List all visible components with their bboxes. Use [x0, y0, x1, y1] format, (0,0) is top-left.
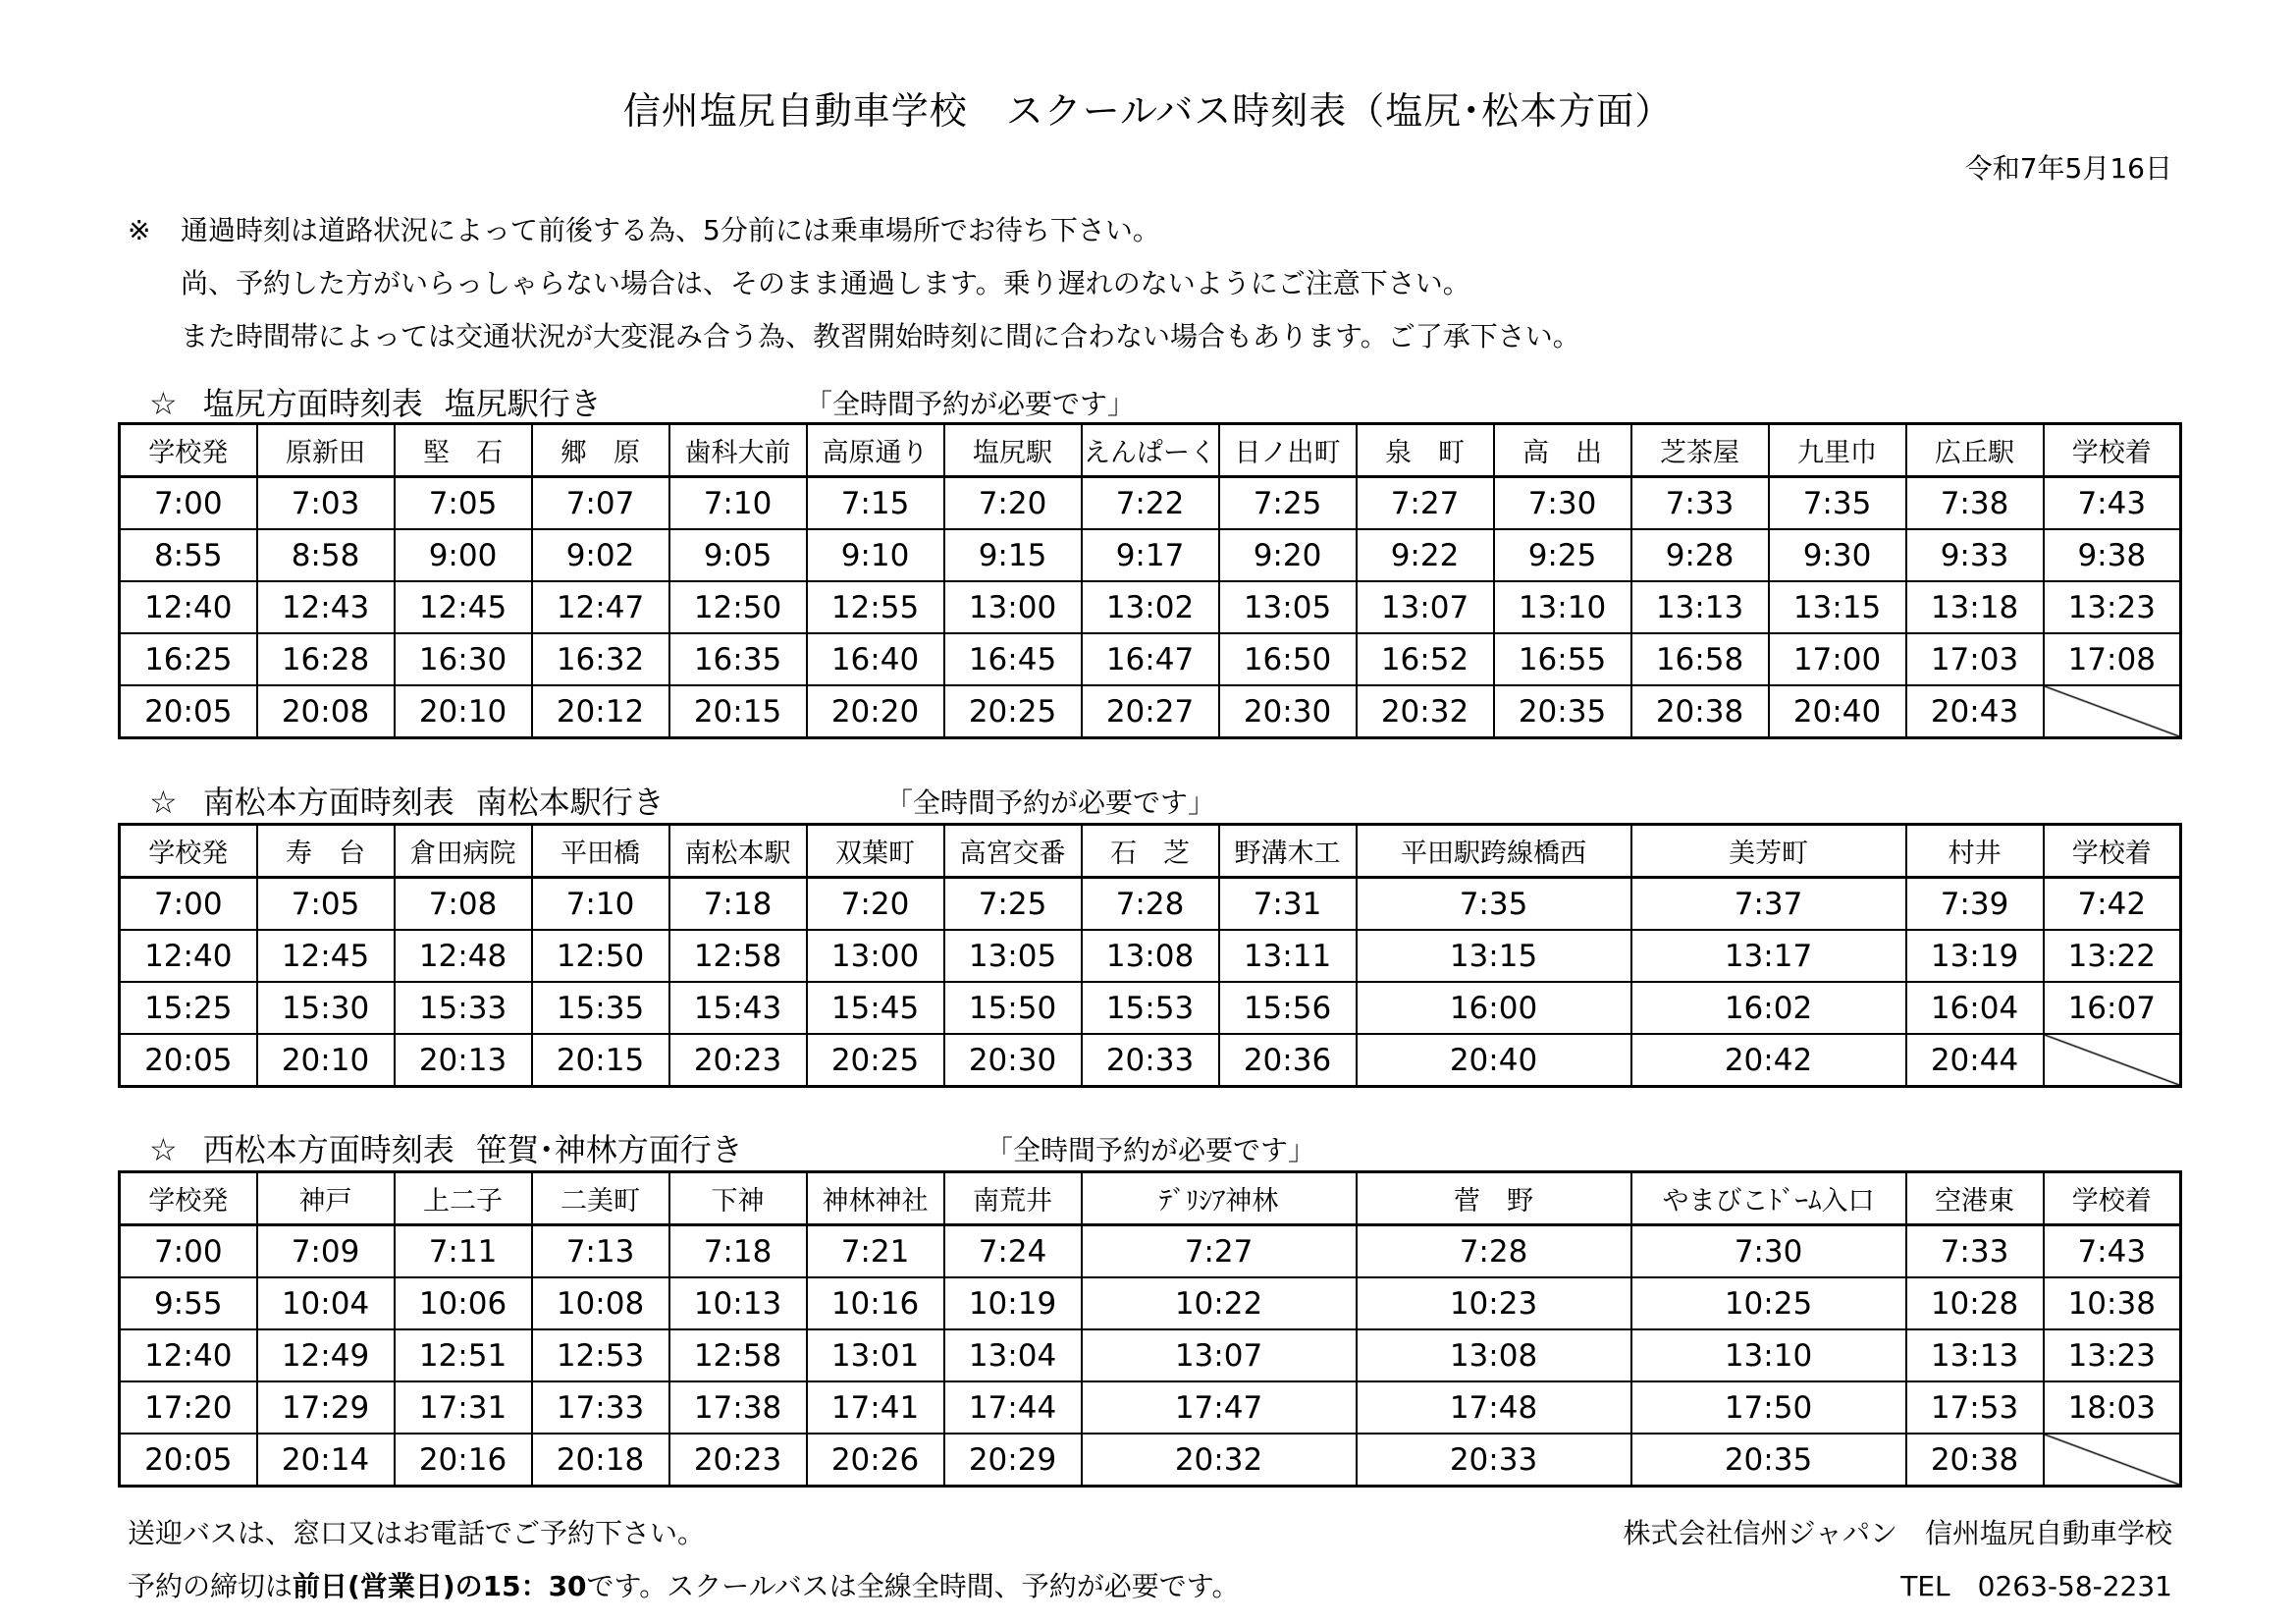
time-cell: 7:10 [669, 477, 807, 530]
time-cell: 20:44 [1906, 1034, 2044, 1087]
notice-text-1: 通過時刻は道路状況によって前後する為、5分前には乗車場所でお待ち下さい。 [181, 214, 1160, 246]
stop-name: 倉田病院 [395, 825, 532, 878]
time-cell: 7:25 [1219, 477, 1357, 530]
time-cell: 7:35 [1357, 878, 1631, 931]
section-title: 塩尻方面時刻表 [202, 385, 423, 422]
time-cell: 7:30 [1631, 1225, 1906, 1278]
time-cell: 17:00 [1769, 633, 1906, 685]
time-cell: 10:06 [395, 1277, 532, 1329]
footer-deadline-note [128, 1565, 1240, 1604]
time-cell: 8:55 [120, 529, 257, 581]
time-cell: 7:25 [944, 878, 1082, 931]
table-row [120, 878, 2181, 931]
time-cell: 7:27 [1357, 477, 1494, 530]
stop-name: 美芳町 [1631, 825, 1906, 878]
time-cell: 20:13 [395, 1034, 532, 1087]
stop-name: 学校発 [120, 424, 257, 477]
time-cell: 17:47 [1082, 1381, 1357, 1434]
time-cell: 16:07 [2044, 982, 2181, 1034]
table-row [120, 982, 2181, 1034]
time-cell: 10:08 [532, 1277, 669, 1329]
time-cell: 20:18 [532, 1434, 669, 1487]
timetable-nishi-matsumoto [118, 1170, 2182, 1488]
stop-name: 泉 町 [1357, 424, 1494, 477]
time-cell: 7:30 [1494, 477, 1631, 530]
time-cell: 7:20 [807, 878, 944, 931]
time-cell: 17:38 [669, 1381, 807, 1434]
reference-mark-icon: ※ [128, 214, 151, 246]
time-cell: 20:25 [944, 685, 1082, 738]
stop-name: 学校着 [2044, 424, 2181, 477]
stop-name: 下神 [669, 1172, 807, 1225]
time-cell: 10:04 [257, 1277, 395, 1329]
notice-block [128, 204, 1580, 363]
time-cell: 20:10 [395, 685, 532, 738]
stop-name: 石 芝 [1082, 825, 1219, 878]
time-cell: 10:22 [1082, 1277, 1357, 1329]
stop-name: 空港東 [1906, 1172, 2044, 1225]
no-service-cell [2044, 685, 2181, 738]
time-cell: 20:20 [807, 685, 944, 738]
time-cell: 16:02 [1631, 982, 1906, 1034]
time-cell: 20:26 [807, 1434, 944, 1487]
time-cell: 7:20 [944, 477, 1082, 530]
time-cell: 17:33 [532, 1381, 669, 1434]
time-cell: 7:24 [944, 1225, 1082, 1278]
timetable-shiojiri [118, 422, 2182, 739]
section-heading-nishi-matsumoto [149, 1125, 1316, 1170]
time-cell: 13:13 [1906, 1329, 2044, 1381]
stop-name: ﾃﾞﾘｼｱ神林 [1082, 1172, 1357, 1225]
time-cell: 20:08 [257, 685, 395, 738]
table-row [120, 529, 2181, 581]
time-cell: 20:35 [1631, 1434, 1906, 1487]
time-cell: 10:16 [807, 1277, 944, 1329]
time-cell: 13:00 [807, 930, 944, 982]
time-cell: 16:55 [1494, 633, 1631, 685]
stop-name: 神戸 [257, 1172, 395, 1225]
time-cell: 7:28 [1357, 1225, 1631, 1278]
time-cell: 16:45 [944, 633, 1082, 685]
time-cell: 10:38 [2044, 1277, 2181, 1329]
time-cell: 15:45 [807, 982, 944, 1034]
time-cell: 7:35 [1769, 477, 1906, 530]
stop-name: 歯科大前 [669, 424, 807, 477]
time-cell: 17:41 [807, 1381, 944, 1434]
stop-name: 村井 [1906, 825, 2044, 878]
table-row [120, 477, 2181, 530]
time-cell: 13:19 [1906, 930, 2044, 982]
time-cell: 9:25 [1494, 529, 1631, 581]
time-cell: 13:04 [944, 1329, 1082, 1381]
time-cell: 13:15 [1357, 930, 1631, 982]
time-cell: 20:10 [257, 1034, 395, 1087]
time-cell: 15:56 [1219, 982, 1357, 1034]
time-cell: 16:50 [1219, 633, 1357, 685]
time-cell: 15:35 [532, 982, 669, 1034]
stop-name: 南松本駅 [669, 825, 807, 878]
table-row [120, 1329, 2181, 1381]
time-cell: 20:38 [1631, 685, 1769, 738]
time-cell: 9:15 [944, 529, 1082, 581]
time-cell: 13:13 [1631, 581, 1769, 633]
time-cell: 15:25 [120, 982, 257, 1034]
time-cell: 12:40 [120, 930, 257, 982]
time-cell: 7:43 [2044, 477, 2181, 530]
stop-name: 芝茶屋 [1631, 424, 1769, 477]
time-cell: 9:38 [2044, 529, 2181, 581]
section-destination: 笹賀･神林方面行き [475, 1131, 743, 1168]
time-cell: 13:08 [1082, 930, 1219, 982]
time-cell: 16:35 [669, 633, 807, 685]
time-cell: 20:43 [1906, 685, 2044, 738]
time-cell: 15:33 [395, 982, 532, 1034]
notice-line-3 [128, 310, 1580, 363]
time-cell: 13:15 [1769, 581, 1906, 633]
time-cell: 7:11 [395, 1225, 532, 1278]
time-cell: 20:36 [1219, 1034, 1357, 1087]
stop-name: 学校発 [120, 1172, 257, 1225]
time-cell: 9:33 [1906, 529, 2044, 581]
section-heading-minami-matsumoto [149, 778, 1216, 823]
stop-name: やまびこﾄﾞｰﾑ入口 [1631, 1172, 1906, 1225]
stop-name: 広丘駅 [1906, 424, 2044, 477]
time-cell: 7:00 [120, 878, 257, 931]
time-cell: 7:05 [257, 878, 395, 931]
time-cell: 15:30 [257, 982, 395, 1034]
no-service-cell [2044, 1034, 2181, 1087]
time-cell: 17:50 [1631, 1381, 1906, 1434]
time-cell: 12:49 [257, 1329, 395, 1381]
time-cell: 20:42 [1631, 1034, 1906, 1087]
time-cell: 20:40 [1357, 1034, 1631, 1087]
header-row [120, 424, 2181, 477]
time-cell: 16:04 [1906, 982, 2044, 1034]
time-cell: 17:29 [257, 1381, 395, 1434]
time-cell: 17:03 [1906, 633, 2044, 685]
time-cell: 20:14 [257, 1434, 395, 1487]
time-cell: 16:32 [532, 633, 669, 685]
time-cell: 20:27 [1082, 685, 1219, 738]
table-row [120, 581, 2181, 633]
time-cell: 13:23 [2044, 1329, 2181, 1381]
time-cell: 12:47 [532, 581, 669, 633]
time-cell: 16:25 [120, 633, 257, 685]
time-cell: 7:21 [807, 1225, 944, 1278]
stop-name: 高原通り [807, 424, 944, 477]
stop-name: えんぱーく [1082, 424, 1219, 477]
time-cell: 12:45 [257, 930, 395, 982]
time-cell: 7:39 [1906, 878, 2044, 931]
time-cell: 7:28 [1082, 878, 1219, 931]
time-cell: 15:53 [1082, 982, 1219, 1034]
deadline-time: 前日(営業日)の15：30 [293, 1570, 587, 1602]
stop-name: 九里巾 [1769, 424, 1906, 477]
table-row [120, 1434, 2181, 1487]
issue-date: 令和7年5月16日 [1964, 152, 2172, 185]
stop-name: 堅 石 [395, 424, 532, 477]
table-row [120, 930, 2181, 982]
time-cell: 20:23 [669, 1034, 807, 1087]
time-cell: 12:40 [120, 1329, 257, 1381]
time-cell: 20:15 [532, 1034, 669, 1087]
time-cell: 13:05 [944, 930, 1082, 982]
company-tel: TEL 0263-58-2231 [1900, 1570, 2172, 1602]
time-cell: 10:19 [944, 1277, 1082, 1329]
time-cell: 7:00 [120, 1225, 257, 1278]
table-row [120, 685, 2181, 738]
stop-name: 学校着 [2044, 1172, 2181, 1225]
star-icon: ☆ [149, 784, 178, 821]
time-cell: 10:23 [1357, 1277, 1631, 1329]
time-cell: 17:31 [395, 1381, 532, 1434]
time-cell: 7:09 [257, 1225, 395, 1278]
time-cell: 7:18 [669, 878, 807, 931]
time-cell: 15:50 [944, 982, 1082, 1034]
time-cell: 9:28 [1631, 529, 1769, 581]
time-cell: 9:20 [1219, 529, 1357, 581]
deadline-prefix: 予約の締切は [128, 1570, 294, 1602]
time-cell: 20:16 [395, 1434, 532, 1487]
time-cell: 7:03 [257, 477, 395, 530]
reservation-note: 「全時間予約が必要です」 [805, 388, 1136, 420]
time-cell: 20:30 [944, 1034, 1082, 1087]
stop-name: 二美町 [532, 1172, 669, 1225]
time-cell: 7:31 [1219, 878, 1357, 931]
star-icon: ☆ [149, 1131, 178, 1168]
time-cell: 7:27 [1082, 1225, 1357, 1278]
stop-name: 双葉町 [807, 825, 944, 878]
time-cell: 7:37 [1631, 878, 1906, 931]
time-cell: 9:30 [1769, 529, 1906, 581]
time-cell: 13:11 [1219, 930, 1357, 982]
header-row [120, 1172, 2181, 1225]
time-cell: 17:53 [1906, 1381, 2044, 1434]
time-cell: 20:05 [120, 1434, 257, 1487]
time-cell: 9:17 [1082, 529, 1219, 581]
stop-name: 郷 原 [532, 424, 669, 477]
time-cell: 13:18 [1906, 581, 2044, 633]
time-cell: 20:32 [1082, 1434, 1357, 1487]
time-cell: 20:40 [1769, 685, 1906, 738]
stop-name: 平田駅跨線橋西 [1357, 825, 1631, 878]
time-cell: 7:05 [395, 477, 532, 530]
section-destination: 塩尻駅行き [444, 385, 602, 422]
time-cell: 20:05 [120, 685, 257, 738]
stop-name: 学校発 [120, 825, 257, 878]
time-cell: 7:13 [532, 1225, 669, 1278]
time-cell: 10:13 [669, 1277, 807, 1329]
stop-name: 菅 野 [1357, 1172, 1631, 1225]
time-cell: 20:15 [669, 685, 807, 738]
time-cell: 16:52 [1357, 633, 1494, 685]
notice-text-3: また時間帯によっては交通状況が大変混み合う為、教習開始時刻に間に合わない場合もあります。ご了承下さい。 [181, 320, 1580, 352]
time-cell: 13:00 [944, 581, 1082, 633]
stop-name: 上二子 [395, 1172, 532, 1225]
notice-line-1 [128, 204, 1580, 257]
time-cell: 20:30 [1219, 685, 1357, 738]
time-cell: 16:30 [395, 633, 532, 685]
time-cell: 18:03 [2044, 1381, 2181, 1434]
time-cell: 7:42 [2044, 878, 2181, 931]
section-destination: 南松本駅行き [475, 784, 665, 821]
time-cell: 17:20 [120, 1381, 257, 1434]
reservation-note: 「全時間予約が必要です」 [986, 1134, 1316, 1166]
company-name: 株式会社信州ジャパン 信州塩尻自動車学校 [1623, 1517, 2172, 1549]
table-row [120, 1277, 2181, 1329]
time-cell: 7:38 [1906, 477, 2044, 530]
stop-name: 野溝木工 [1219, 825, 1357, 878]
stop-name: 寿 台 [257, 825, 395, 878]
time-cell: 7:15 [807, 477, 944, 530]
time-cell: 7:08 [395, 878, 532, 931]
stop-name: 塩尻駅 [944, 424, 1082, 477]
deadline-suffix: です。スクールバスは全線全時間、予約が必要です。 [586, 1570, 1240, 1602]
notice-line-2 [128, 257, 1580, 310]
time-cell: 12:40 [120, 581, 257, 633]
time-cell: 16:58 [1631, 633, 1769, 685]
time-cell: 7:33 [1631, 477, 1769, 530]
time-cell: 20:38 [1906, 1434, 2044, 1487]
stop-name: 日ノ出町 [1219, 424, 1357, 477]
time-cell: 16:00 [1357, 982, 1631, 1034]
time-cell: 12:50 [532, 930, 669, 982]
section-title: 南松本方面時刻表 [202, 784, 454, 821]
time-cell: 7:00 [120, 477, 257, 530]
time-cell: 15:43 [669, 982, 807, 1034]
time-cell: 8:58 [257, 529, 395, 581]
stop-name: 南荒井 [944, 1172, 1082, 1225]
time-cell: 16:40 [807, 633, 944, 685]
time-cell: 9:22 [1357, 529, 1494, 581]
time-cell: 16:47 [1082, 633, 1219, 685]
stop-name: 神林神社 [807, 1172, 944, 1225]
stop-name: 原新田 [257, 424, 395, 477]
time-cell: 7:18 [669, 1225, 807, 1278]
no-service-cell [2044, 1434, 2181, 1487]
notice-text-2: 尚、予約した方がいらっしゃらない場合は、そのまま通過します。乗り遅れのないようにご注意下さい。 [181, 267, 1470, 299]
time-cell: 9:10 [807, 529, 944, 581]
time-cell: 20:33 [1082, 1034, 1219, 1087]
footer-reservation-note: 送迎バスは、窓口又はお電話でご予約下さい。 [128, 1517, 706, 1549]
time-cell: 7:43 [2044, 1225, 2181, 1278]
star-icon: ☆ [149, 385, 178, 422]
section-heading-shiojiri [149, 379, 1136, 424]
time-cell: 7:33 [1906, 1225, 2044, 1278]
time-cell: 20:23 [669, 1434, 807, 1487]
header-row [120, 825, 2181, 878]
time-cell: 9:00 [395, 529, 532, 581]
time-cell: 7:10 [532, 878, 669, 931]
stop-name: 高 出 [1494, 424, 1631, 477]
section-title: 西松本方面時刻表 [202, 1131, 454, 1168]
time-cell: 9:55 [120, 1277, 257, 1329]
stop-name: 学校着 [2044, 825, 2181, 878]
time-cell: 7:07 [532, 477, 669, 530]
time-cell: 20:25 [807, 1034, 944, 1087]
time-cell: 17:48 [1357, 1381, 1631, 1434]
time-cell: 13:17 [1631, 930, 1906, 982]
table-row [120, 1034, 2181, 1087]
time-cell: 20:35 [1494, 685, 1631, 738]
time-cell: 20:12 [532, 685, 669, 738]
time-cell: 7:22 [1082, 477, 1219, 530]
time-cell: 20:33 [1357, 1434, 1631, 1487]
time-cell: 13:10 [1494, 581, 1631, 633]
table-row [120, 1225, 2181, 1278]
time-cell: 12:58 [669, 1329, 807, 1381]
time-cell: 20:32 [1357, 685, 1494, 738]
time-cell: 13:07 [1082, 1329, 1357, 1381]
table-row [120, 633, 2181, 685]
time-cell: 13:08 [1357, 1329, 1631, 1381]
time-cell: 9:05 [669, 529, 807, 581]
time-cell: 17:44 [944, 1381, 1082, 1434]
time-cell: 13:22 [2044, 930, 2181, 982]
time-cell: 12:55 [807, 581, 944, 633]
time-cell: 20:05 [120, 1034, 257, 1087]
time-cell: 10:28 [1906, 1277, 2044, 1329]
time-cell: 9:02 [532, 529, 669, 581]
table-row [120, 1381, 2181, 1434]
time-cell: 12:58 [669, 930, 807, 982]
time-cell: 13:10 [1631, 1329, 1906, 1381]
time-cell: 13:01 [807, 1329, 944, 1381]
time-cell: 12:50 [669, 581, 807, 633]
time-cell: 12:43 [257, 581, 395, 633]
time-cell: 12:48 [395, 930, 532, 982]
time-cell: 12:51 [395, 1329, 532, 1381]
page-title: 信州塩尻自動車学校 スクールバス時刻表（塩尻･松本方面） [622, 89, 1674, 133]
time-cell: 13:23 [2044, 581, 2181, 633]
time-cell: 20:29 [944, 1434, 1082, 1487]
reservation-note: 「全時間予約が必要です」 [885, 786, 1216, 819]
time-cell: 12:45 [395, 581, 532, 633]
stop-name: 平田橋 [532, 825, 669, 878]
stop-name: 高宮交番 [944, 825, 1082, 878]
time-cell: 12:53 [532, 1329, 669, 1381]
time-cell: 17:08 [2044, 633, 2181, 685]
time-cell: 13:02 [1082, 581, 1219, 633]
time-cell: 16:28 [257, 633, 395, 685]
time-cell: 13:05 [1219, 581, 1357, 633]
time-cell: 10:25 [1631, 1277, 1906, 1329]
time-cell: 13:07 [1357, 581, 1494, 633]
timetable-minami-matsumoto [118, 823, 2182, 1088]
